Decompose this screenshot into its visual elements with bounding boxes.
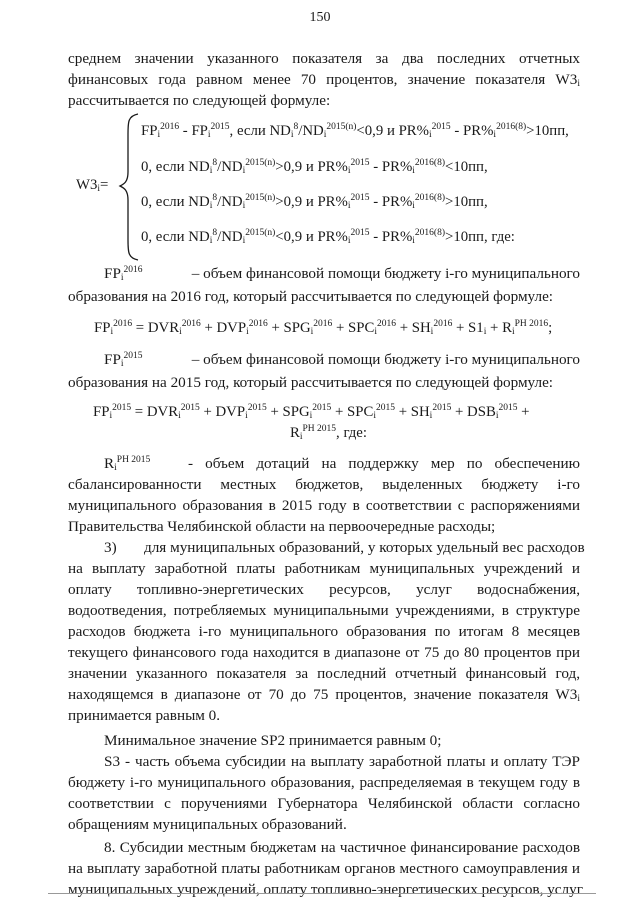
- formula-fp2015-line-2: $R_i^{PH 2015}$, где:: [290, 424, 367, 442]
- formula-fp2015-line-1: $FP_i^{2015} = DVR_i^{2015} + DVP_i^{2015} + SPG_i^{2015} + SPC_i^{2015} + SH_i^{2015} + DSB_i^{2015}$ +: [93, 403, 530, 421]
- left-brace: [118, 112, 140, 262]
- item3-line-6: текущего финансового года находится в диапазоне от 75 до 80 процентов при: [68, 644, 580, 661]
- formula-fp2016: $FP_i^{2016} = DVR_i^{2016} + DVP_i^{2016} + SPG_i^{2016} + SPC_i^{2016} + SH_i^{2016} + S1_i + R_i^{PH 2016}$;: [94, 319, 553, 337]
- item8-line-1: 8. Субсидии местным бюджетам на частичное финансирование расходов: [104, 839, 580, 856]
- intro-line-1: среднем значении указанного показателя за два последних отчетных: [68, 50, 580, 67]
- item3-line-9: принимается равным 0.: [68, 707, 221, 724]
- def-r2015-line-1: $R_i^{PH 2015}$ - объем дотаций на поддержку мер по обеспечению: [104, 455, 580, 473]
- item8-line-3: муниципальных учреждений, оплату топливно-энергетических ресурсов, услуг: [68, 881, 583, 898]
- s3-line-3: соответствии с поручениями Губернатора Челябинской области согласно: [68, 795, 580, 812]
- def-fp2015-line-2: образования на 2015 год, который рассчитывается по следующей формуле:: [68, 374, 554, 391]
- item8-line-2: на выплату заработной платы работникам органов местного самоуправления и: [68, 860, 580, 877]
- item3-line-2: на выплату заработной платы работникам муниципальных учреждений и: [68, 560, 580, 577]
- formula-case-3: 0, если $ND_i^8/ND_i^{2015(n)}>0,9$ и $PR\%_i^{2015} - PR\%_i^{2016(8)}>10пп$,: [141, 193, 488, 211]
- item3-line-4: водоотведения, потребляемых муниципальными учреждениями, в структуре: [68, 602, 580, 619]
- min-sp2-line: Минимальное значение SP2 принимается равным 0;: [104, 732, 442, 749]
- def-r2015-line-4: Правительства Челябинской области на первоочередные расходы;: [68, 518, 496, 535]
- item3-line-8: находящемся в диапазоне от 70 до 75 процентов, значение показателя $W3_i$: [68, 686, 580, 704]
- formula-case-4: 0, если $ND_i^8/ND_i^{2015(n)}<0,9$ и $PR\%_i^{2015} - PR\%_i^{2016(8)}>10пп$, где:: [141, 228, 515, 246]
- item3-line-7: значении указанного показателя за последний отчетный финансовый год,: [68, 665, 580, 682]
- intro-line-3: рассчитывается по следующей формуле:: [68, 92, 331, 109]
- def-fp2015-line-1: $FP_i^{2015}$ – объем финансовой помощи бюджету i-го муниципального: [104, 351, 580, 369]
- s3-line-1: S3 - часть объема субсидии на выплату заработной платы и оплату ТЭР: [104, 753, 580, 770]
- def-r2015-line-3: муниципального образования в 2015 году в соответствии с распоряжениями: [68, 497, 580, 514]
- page-number: 150: [309, 10, 331, 25]
- def-fp2016-line-2: образования на 2016 год, который рассчитывается по следующей формуле:: [68, 288, 554, 305]
- formula-case-1: $FP_i^{2016} - FP_i^{2015}$, если $ND_i^8/ND_i^{2015(n)}<0,9$ и $PR\%_i^{2015} - PR\%_i^{2016(8)}>10пп$,: [141, 122, 569, 140]
- formula-case-2: 0, если $ND_i^8/ND_i^{2015(n)}>0,9$ и $PR\%_i^{2015} - PR\%_i^{2016(8)}<10пп$,: [141, 158, 488, 176]
- item3-line-3: оплату топливно-энергетических ресурсов, услуг водоснабжения,: [68, 581, 580, 598]
- intro-line-2: финансовых года равном менее 70 процентов, значение показателя $W3_i$: [68, 71, 580, 89]
- s3-line-4: обращениям муниципальных образований.: [68, 816, 347, 833]
- s3-line-2: бюджету i-го муниципального образования, распределяемая в текущем году в: [68, 774, 580, 791]
- bottom-rule: [48, 893, 596, 894]
- def-r2015-line-2: сбалансированности местных бюджетов, выделенных бюджету i-го: [68, 476, 580, 493]
- item3-line-5: расходов бюджета i-го муниципального образования по итогам 8 месяцев: [68, 623, 580, 640]
- def-fp2016-line-1: $FP_i^{2016}$ – объем финансовой помощи бюджету i-го муниципального: [104, 265, 580, 283]
- item3-line-1: 3) для муниципальных образований, у которых удельный вес расходов: [104, 539, 585, 556]
- w3-label: $W3_i=$: [76, 177, 109, 194]
